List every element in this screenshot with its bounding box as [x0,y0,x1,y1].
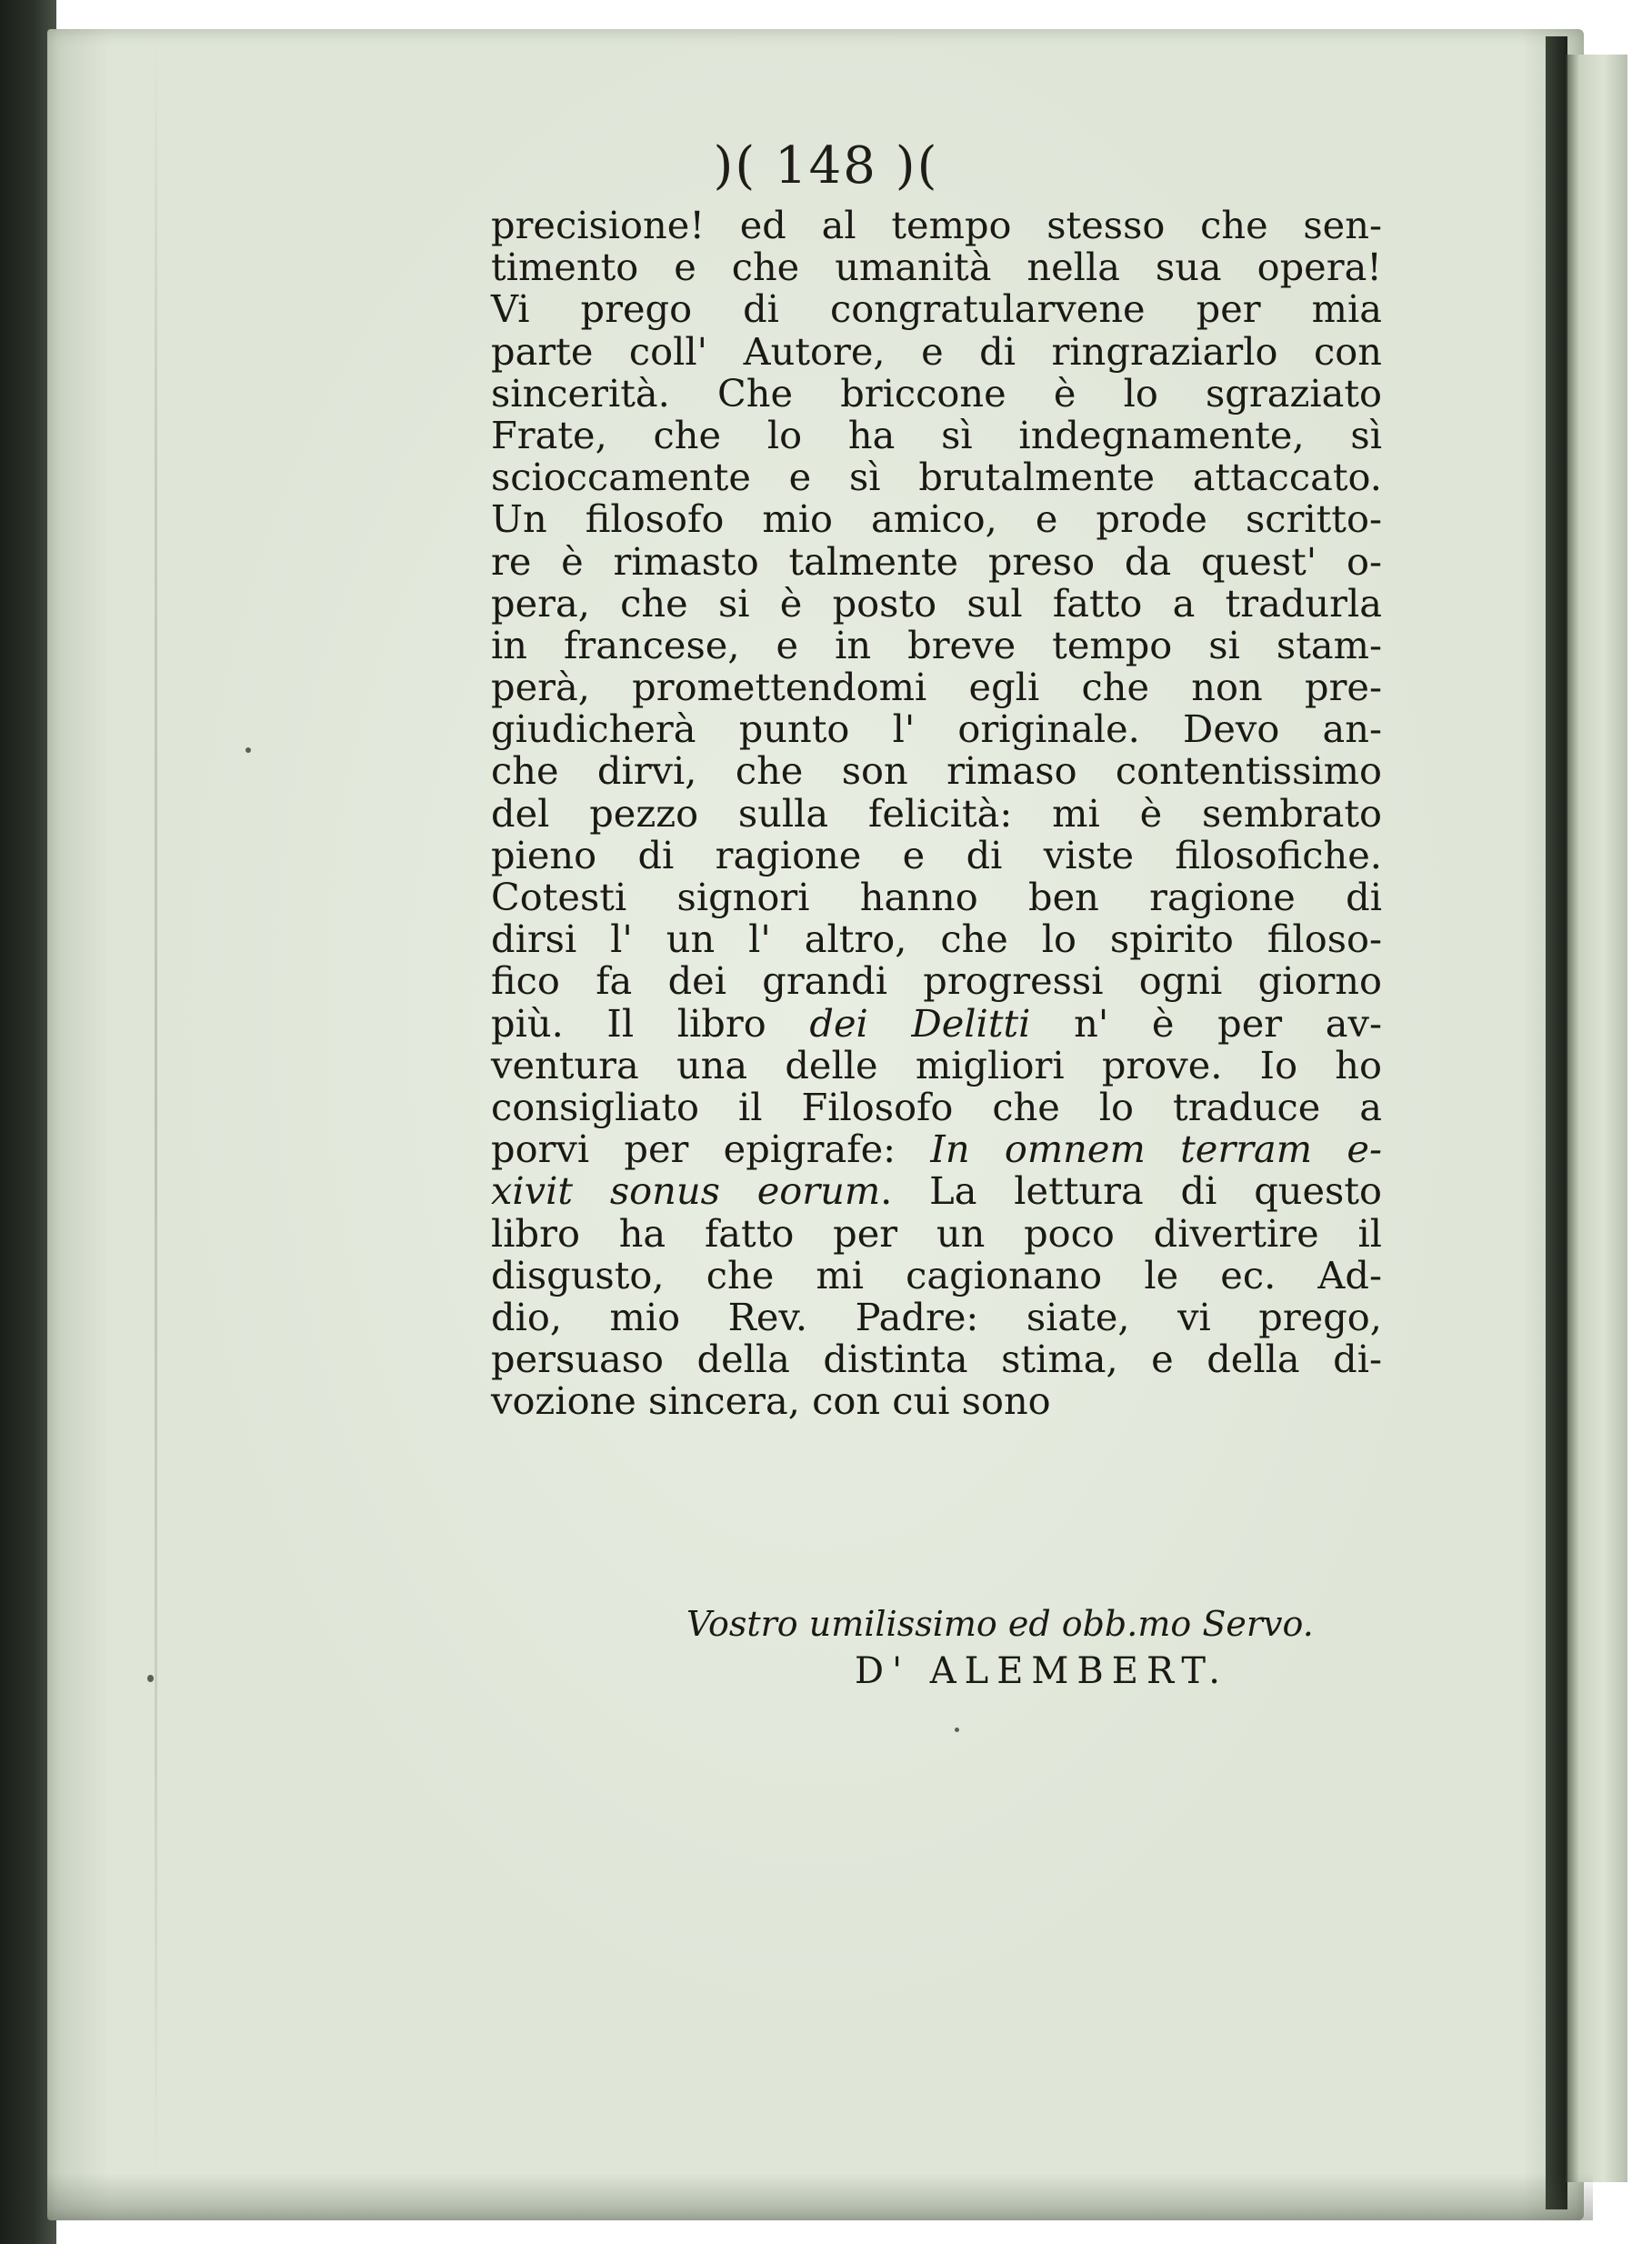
text-segment: del pezzo sulla felicità: mi è sembrato [491,790,1382,836]
ink-speck [147,1675,154,1682]
letter-body [491,205,1382,1422]
text-line [491,246,1382,288]
text-line [491,622,1382,667]
text-line [491,456,1382,498]
italic-text-segment: dei Delitti [809,1000,1031,1046]
text-segment: dirsi l' un l' altro, che lo spirito filoso- [491,917,1382,962]
text-line [491,790,1382,836]
text-segment: giudicherà punto l' originale. Devo an- [491,706,1382,752]
text-segment: dio, mio Rev. Padre: siate, vi prego, [491,1294,1382,1339]
text-segment: . La lettura di questo [880,1168,1383,1214]
text-line [491,1042,1382,1087]
text-segment: n' è per av- [1030,1000,1382,1046]
text-segment: pera, che si è posto sul fatto a tradurla [491,580,1382,626]
text-segment: persuaso della distinta stima, e della di- [491,1337,1382,1382]
text-line [491,328,1382,374]
text-line [491,1210,1382,1256]
text-segment: sincerità. Che briccone è lo sgraziato [491,370,1382,416]
text-line [491,580,1382,626]
text-line [491,832,1382,877]
text-line [491,538,1382,584]
text-segment: ventura una delle migliori prove. Io ho [491,1042,1382,1087]
signature: D' ALEMBERT. [855,1650,1228,1692]
text-line [491,666,1382,708]
page-edge-shadow [1546,36,1567,2209]
page-crease [155,36,157,2191]
text-segment: consigliato il Filosofo che lo traduce a [491,1084,1382,1129]
text-segment: in francese, e in breve tempo si stam- [491,622,1382,667]
text-line [491,750,1382,792]
text-line [491,205,1382,246]
text-line [491,708,1382,750]
text-line [491,918,1382,960]
text-line [491,288,1382,330]
italic-text-segment: xivit sonus eorum [491,1168,881,1214]
text-line [491,412,1382,457]
text-line [491,1128,1382,1170]
text-line [491,1380,1382,1422]
text-segment: Un filosofo mio amico, e prode scritto- [491,496,1382,542]
text-segment: fico fa dei grandi progressi ogni giorno [491,958,1382,1004]
text-line [491,960,1382,1002]
text-line [491,1000,1382,1046]
adjacent-page-edge [1566,55,1627,2182]
text-line [491,1252,1382,1297]
text-segment: che dirvi, che son rimaso contentissimo [491,748,1382,794]
text-line [491,1084,1382,1129]
text-segment: Frate, che lo ha sì indegnamente, sì [491,412,1382,457]
text-line [491,1338,1382,1380]
text-line [491,498,1382,540]
text-segment: re è rimasto talmente preso da quest' o- [491,538,1382,584]
closing-salutation: Vostro umilissimo ed obb.mo Servo. [686,1604,1314,1644]
text-segment: scioccamente e sì brutalmente attaccato. [491,455,1382,500]
text-segment: Cotesti signori hanno ben ragione di [491,875,1382,919]
bottom-edge-shadow [47,2173,1593,2220]
text-segment: timento e che umanità nella sua opera! [491,245,1382,290]
text-segment: parte coll' Autore, e di ringraziarlo con [491,328,1382,374]
text-segment: perà, promettendomi egli che non pre- [491,665,1382,710]
ink-speck [245,747,251,753]
text-line [491,877,1382,918]
page-number-header: )( 148 )( [713,136,939,195]
text-segment: più. Il libro [491,1000,810,1046]
text-segment: pieno di ragione e di viste filosofiche. [491,832,1382,877]
text-line [491,370,1382,416]
text-line [491,1294,1382,1339]
italic-text-segment: In omnem terram e- [930,1127,1383,1172]
text-segment: disgusto, che mi cagionano le ec. Ad- [491,1252,1382,1297]
text-segment: precisione! ed al tempo stesso che sen- [491,203,1382,247]
text-segment: Vi prego di congratularvene per mia [491,286,1382,332]
text-line [491,1170,1382,1212]
text-segment: vozione sincera, con cui sono [491,1378,1051,1424]
text-segment: libro ha fatto per un poco divertire il [491,1210,1382,1256]
text-segment: porvi per epigrafe: [491,1127,931,1172]
ink-speck [955,1728,959,1732]
